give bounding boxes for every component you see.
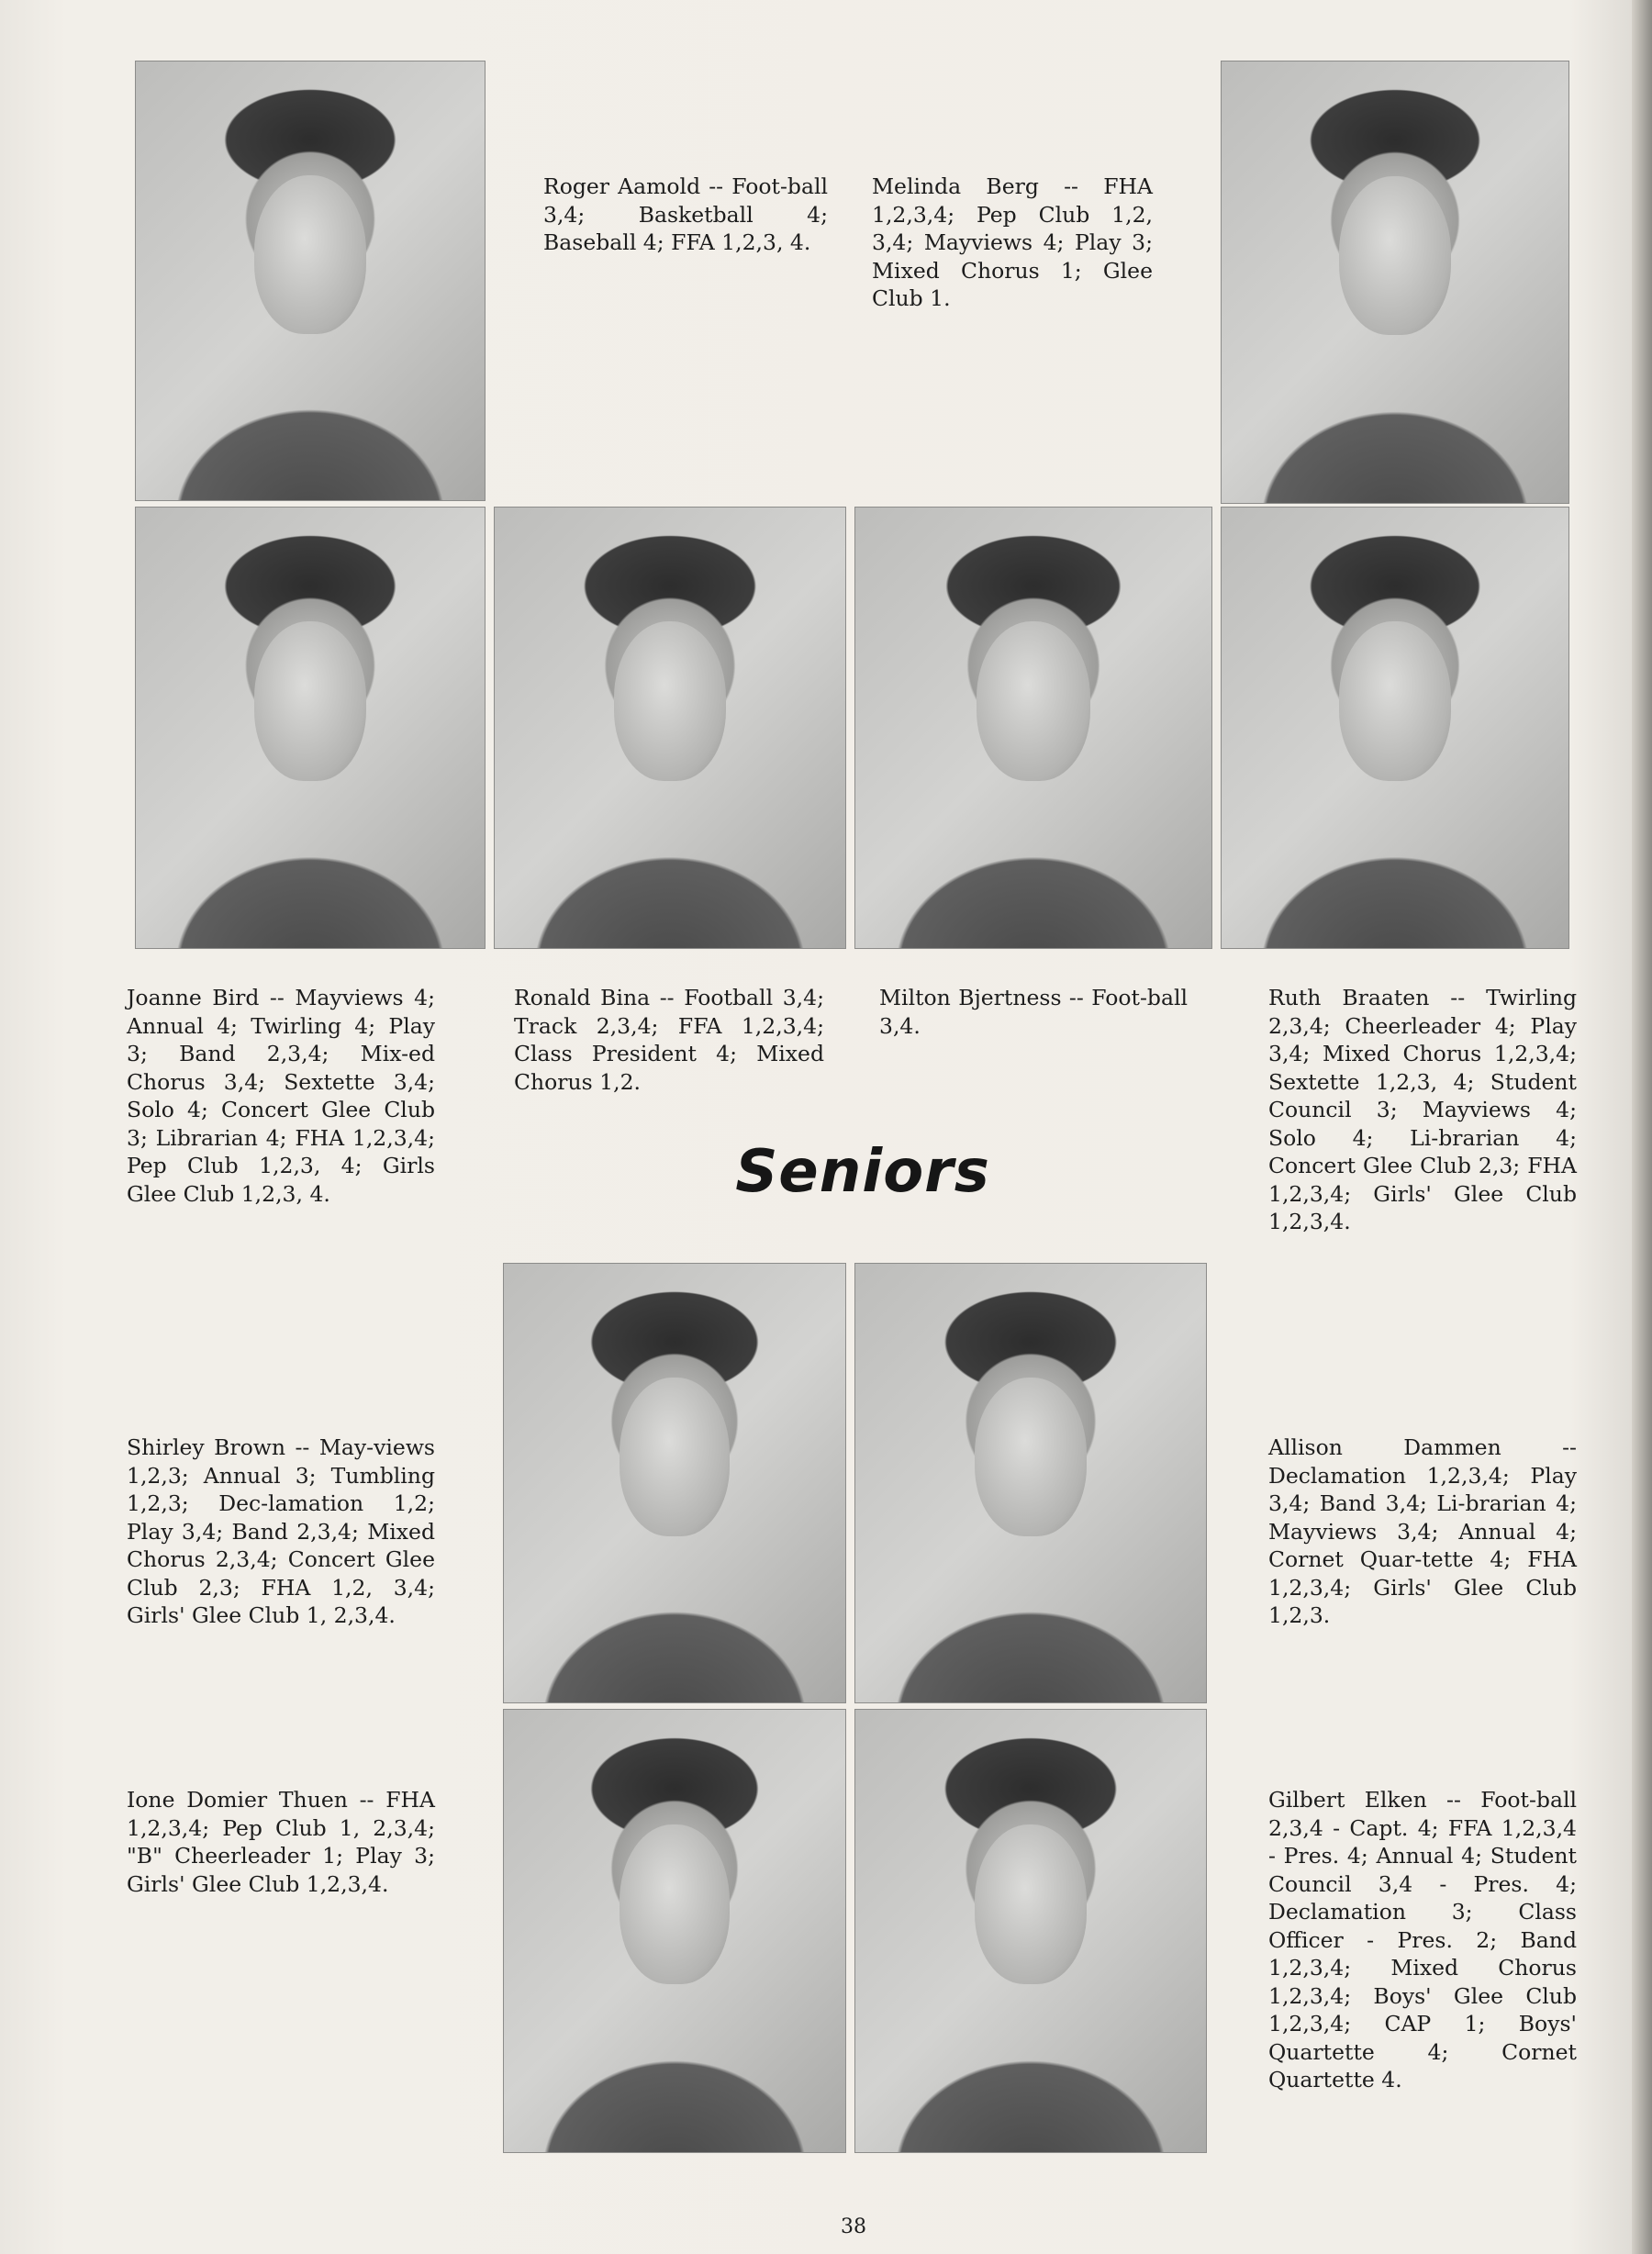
photo-melinda-berg (1221, 61, 1569, 504)
photo-gilbert-elken (854, 1709, 1207, 2153)
photo-milton-bjertness (854, 507, 1212, 949)
caption-allison-dammen: Allison Dammen -- Declamation 1,2,3,4; Play 3,4; Band 3,4; Li-brarian 4; Mayviews 3,4; Annual 4; Cornet Quar-tette 4; FHA 1,2,3,4; Girls' Glee Club 1,2,3. (1268, 1434, 1577, 1628)
photo-joanne-bird (135, 507, 486, 949)
caption-roger-aamold: Roger Aamold -- Foot-ball 3,4; Basketball 4; Baseball 4; FFA 1,2,3, 4. (543, 173, 828, 255)
photo-shirley-brown (503, 1263, 846, 1703)
caption-melinda-berg: Melinda Berg -- FHA 1,2,3,4; Pep Club 1,2, 3,4; Mayviews 4; Play 3; Mixed Chorus 1; Glee Club 1. (872, 173, 1153, 311)
section-title: Seniors (735, 1138, 990, 1206)
photo-ruth-braaten (1221, 507, 1569, 949)
photo-ione-domier-thuen (503, 1709, 846, 2153)
caption-ruth-braaten: Ruth Braaten -- Twirling 2,3,4; Cheerleader 4; Play 3,4; Mixed Chorus 1,2,3,4; Sextette 1,2,3, 4; Student Council 3; Mayviews 4; Solo 4; Li-brarian 4; Concert Glee Club 2,3; FHA 1,2,3,4; Girls' Glee Club 1,2,3,4. (1268, 985, 1577, 1234)
caption-joanne-bird: Joanne Bird -- Mayviews 4; Annual 4; Twirling 4; Play 3; Band 2,3,4; Mix-ed Chorus 3,4; Sextette 3,4; Solo 4; Concert Glee Club 3; Librarian 4; FHA 1,2,3,4; Pep Club 1,2,3, 4; Girls Glee Club 1,2,3, 4. (127, 985, 435, 1207)
caption-ione-domier-thuen: Ione Domier Thuen -- FHA 1,2,3,4; Pep Club 1, 2,3,4; "B" Cheerleader 1; Play 3; Girls' Glee Club 1,2,3,4. (127, 1787, 435, 1897)
photo-allison-dammen (854, 1263, 1207, 1703)
caption-milton-bjertness: Milton Bjertness -- Foot-ball 3,4. (879, 985, 1188, 1039)
photo-roger-aamold (135, 61, 486, 501)
photo-ronald-bina (494, 507, 846, 949)
caption-shirley-brown: Shirley Brown -- May-views 1,2,3; Annual 3; Tumbling 1,2,3; Dec-lamation 1,2; Play 3,4; Band 2,3,4; Mixed Chorus 2,3,4; Concert Glee Club 2,3; FHA 1,2, 3,4; Girls' Glee Club 1, 2,3,4. (127, 1434, 435, 1628)
page-binding-edge (1632, 0, 1652, 2254)
caption-gilbert-elken: Gilbert Elken -- Foot-ball 2,3,4 - Capt. 4; FFA 1,2,3,4 - Pres. 4; Annual 4; Student Council 3,4 - Pres. 4; Declamation 3; Class Officer - Pres. 2; Band 1,2,3,4; Mixed Chorus 1,2,3,4; Boys' Glee Club 1,2,3,4; CAP 1; Boys' Quartette 4; Cornet Quartette 4. (1268, 1787, 1577, 2092)
caption-ronald-bina: Ronald Bina -- Football 3,4; Track 2,3,4; FFA 1,2,3,4; Class President 4; Mixed Chorus 1,2. (514, 985, 824, 1095)
page-number: 38 (841, 2215, 866, 2238)
